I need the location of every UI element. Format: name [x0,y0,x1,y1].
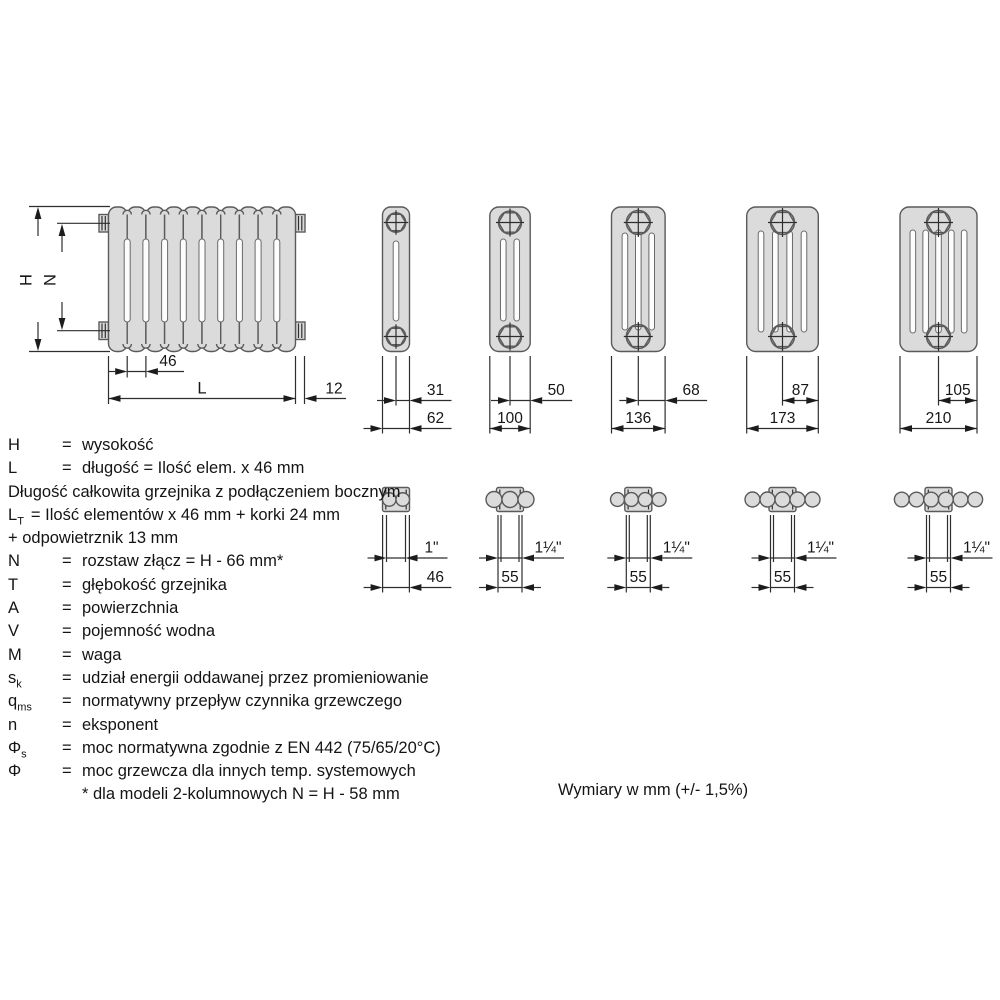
dim-pitch-arrow-left [915,584,927,591]
dim-pitch-arrow-right [522,584,534,591]
section-slot [936,230,942,333]
equals-sign: = [62,436,72,454]
n-arrow-up [59,224,66,236]
legend-desc: udział energii oddawanej przez promieniowanie [82,668,429,687]
tube-gap-slot [162,239,168,322]
section-slot [961,230,967,333]
dim-thread-value: 1¼" [962,539,991,557]
legend-row-air-vent: + odpowietrznik 13 mm [8,529,179,548]
dim-pitch-value: 55 [629,569,647,586]
junction-bump-bottom [179,344,187,348]
dim-half-value: 68 [682,382,700,399]
dim-thread-arrow-right [522,555,534,562]
n-arrow-down [59,318,66,330]
dim-thread-value: 1¼" [662,539,690,557]
h-arrow-down [35,339,42,351]
legend-symbol: V [8,622,20,641]
legend-symbol: $\Phi_s$ [8,738,27,761]
legend-row-sk [8,667,478,690]
dim-half-value: 87 [791,382,810,399]
section-slot [636,233,642,330]
section-5col [747,207,819,434]
section-slot [923,230,929,333]
topview-6col [894,488,992,593]
junction-bump-top [123,210,131,214]
column-top-circle [939,492,954,507]
dim-full-arrow-right [653,425,665,432]
section-slot [787,231,793,332]
equals-sign: = [62,715,72,734]
legend-row-A [8,597,478,620]
dim-thread-value: 1¼" [806,539,835,557]
section-slot [393,241,399,321]
equals-sign: = [62,622,72,641]
section-3col [490,207,572,434]
column-top-circle [638,493,652,507]
legend-row-phi-s [8,737,478,760]
section-6col [900,207,977,434]
legend-desc: moc grzewcza dla innych temp. systemowych [82,762,416,781]
junction-bump-top [217,210,225,214]
legend-desc: wysokość [82,436,154,454]
section-slot [514,239,520,321]
junction-bump-top [273,210,281,214]
dim-half-arrow-right [665,397,677,404]
legend-symbol: T [8,575,19,594]
legend-row-L [8,457,478,480]
column-top-circle [486,492,502,508]
dim-thread-arrow-left [759,555,771,562]
legend-desc: normatywny przepływ czynnika grzewczego [82,692,403,711]
equals-sign: = [62,738,72,757]
column-top-circle [968,492,983,507]
dimL-arrow-right [284,395,296,402]
dim-full-arrow-left [371,425,383,432]
tube-gap-slot [180,239,186,322]
dim-pitch-value: 55 [773,569,792,586]
legend-row-footnote: * dla modeli 2-kolumnowych N = H - 58 mm [82,785,400,804]
dim46-arrow-right [146,368,158,375]
dimL-arrow-left [109,395,121,402]
equals-sign: = [62,552,72,571]
column-top-circle [760,492,775,507]
column-top-circle [611,493,625,507]
tube-gap-slot [274,239,280,322]
dim-pitch-arrow-left [486,584,498,591]
length-label: L [197,379,207,398]
dim-full-value: 173 [769,410,796,427]
dim-full-arrow-right [806,425,818,432]
dim12-arrow [305,395,317,402]
dim-full-value: 62 [426,410,445,427]
dim-pitch-arrow-right [795,584,807,591]
section-2col [364,207,452,434]
dim-full-arrow-left [900,425,912,432]
legend-row-n [8,714,478,737]
legend-row-M [8,644,478,667]
column-top-circle [775,492,790,507]
legend-symbol: A [8,599,20,618]
side-plug [296,322,306,340]
dimensions-note: Wymiary w mm (+/- 1,5%) [558,781,749,799]
column-top-circle [652,493,666,507]
dim-pitch-value: 46 [426,569,445,586]
tube-gap-slot [143,239,149,322]
column-top-circle [805,492,820,507]
junction-bump-bottom [160,344,168,348]
junction-bump-top [198,210,206,214]
legend-row-N [8,550,478,573]
dim-half-value: 105 [944,382,971,399]
cross-sections [364,207,978,434]
dim-thread-arrow-left [614,555,626,562]
junction-bump-top [179,210,187,214]
dim-half-value: 50 [547,382,565,399]
equals-sign: = [62,692,72,711]
dim-full-arrow-right [410,425,422,432]
tube-gap-slot [255,239,261,322]
legend-row-T [8,574,478,597]
dim-thread-arrow-left [486,555,498,562]
front-view [17,207,346,405]
legend-symbol: M [8,645,22,664]
column-top-circle [624,493,638,507]
equals-sign: = [62,575,72,594]
legend-desc: rozstaw złącz = H - 66 mm* [82,552,284,571]
equals-sign: = [62,599,72,618]
dim-full-arrow-left [612,425,624,432]
column-top-circle [894,492,909,507]
dim-pitch-value: 55 [501,569,519,586]
legend-symbol: $s_k$ [8,668,22,691]
topview-4col [607,488,692,593]
dim-half-arrow-left [498,397,510,404]
column-top-circle [953,492,968,507]
dim-pitch-arrow-right [650,584,662,591]
legend-row-H [8,434,478,457]
column-top-circle [502,492,518,508]
section-4col [612,207,708,434]
legend-symbol: n [8,715,18,734]
radiator-front-body [99,207,305,352]
legend-row-V [8,620,478,643]
dim-half-value: 31 [426,382,445,399]
legend-desc: powierzchnia [82,599,179,618]
height-label: H [17,274,36,286]
section-slot [500,239,506,321]
dim-full-arrow-right [965,425,977,432]
legend-row-qms [8,690,478,713]
junction-bump-bottom [273,344,281,348]
dim-thread-value: 1¼" [534,539,562,557]
dim-full-arrow-left [747,425,759,432]
legend-desc: = Ilość elementów x 46 mm + korki 24 mm [30,505,340,524]
legend-symbol: N [8,552,20,571]
legend-row-phi [8,760,478,783]
junction-bump-bottom [254,344,262,348]
equals-sign: = [62,645,72,664]
junction-bump-bottom [142,344,150,348]
column-top-circle [909,492,924,507]
dim-half-arrow-right [410,397,422,404]
dim-half-arrow-left [384,397,396,404]
legend-desc: długość = Ilość elem. x 46 mm [82,459,305,478]
section-slot [949,230,955,333]
dim-pitch-arrow-left [614,584,626,591]
legend-symbol: L [8,459,18,478]
side-plug [296,215,306,233]
section-slot [758,231,764,332]
column-top-circle [745,492,760,507]
column-top-circle [790,492,805,507]
legend-desc: pojemność wodna [82,622,215,641]
junction-bump-top [235,210,243,214]
column-top-circle [518,492,534,508]
legend-row-LT [8,504,478,527]
column-top-circle [924,492,939,507]
dim-thread-arrow-right [951,555,963,562]
junction-bump-bottom [235,344,243,348]
dim-thread-arrow-left [915,555,927,562]
legend-desc: eksponent [82,715,159,734]
junction-bump-top [142,210,150,214]
end-cap-value: 12 [325,380,343,398]
junction-bump-bottom [123,344,131,348]
dim-thread-value: 1" [424,539,439,557]
legend-desc: moc normatywna zgodnie z EN 442 (75/65/20°C) [82,738,441,757]
dim-pitch-arrow-right [951,584,963,591]
section-slot [773,231,779,332]
section-slot [622,233,628,330]
topview-3col [479,488,564,593]
dim-pitch-value: 55 [929,569,948,586]
equals-sign: = [62,459,72,478]
junction-bump-bottom [217,344,225,348]
legend-symbol: $L_T$ [8,505,24,528]
legend [8,434,478,807]
section-slot [801,231,807,332]
dim-thread-arrow-right [650,555,662,562]
equals-sign: = [62,762,72,781]
dim-half-arrow-right [530,397,542,404]
dim-pitch-arrow-left [759,584,771,591]
dim-half-arrow-left [626,397,638,404]
element-width-value: 46 [159,353,177,370]
dim-full-value: 136 [625,410,652,427]
junction-bump-top [160,210,168,214]
legend-symbol: H [8,436,20,454]
dim-full-value: 210 [925,410,952,427]
equals-sign: = [62,668,72,687]
legend-desc: waga [82,645,122,664]
tube-gap-slot [218,239,224,322]
dim-full-value: 100 [497,410,523,427]
tube-gap-slot [199,239,205,322]
tube-gap-slot [236,239,242,322]
junction-bump-top [254,210,262,214]
tube-gap-slot [124,239,130,322]
topview-5col [745,488,837,593]
legend-row-total-length: Długość całkowita grzejnika z podłączeniem bocznym [8,482,401,501]
node-pitch-label: N [41,274,60,286]
section-slot [910,230,916,333]
section-slot [649,233,655,330]
legend-desc: głębokość grzejnika [82,575,227,594]
legend-symbol: $q_{ms}$ [8,692,32,714]
dim46-arrow-left [115,368,127,375]
junction-bump-bottom [198,344,206,348]
dim-thread-arrow-right [795,555,807,562]
h-arrow-up [35,207,42,219]
legend-symbol: Φ [8,762,22,781]
